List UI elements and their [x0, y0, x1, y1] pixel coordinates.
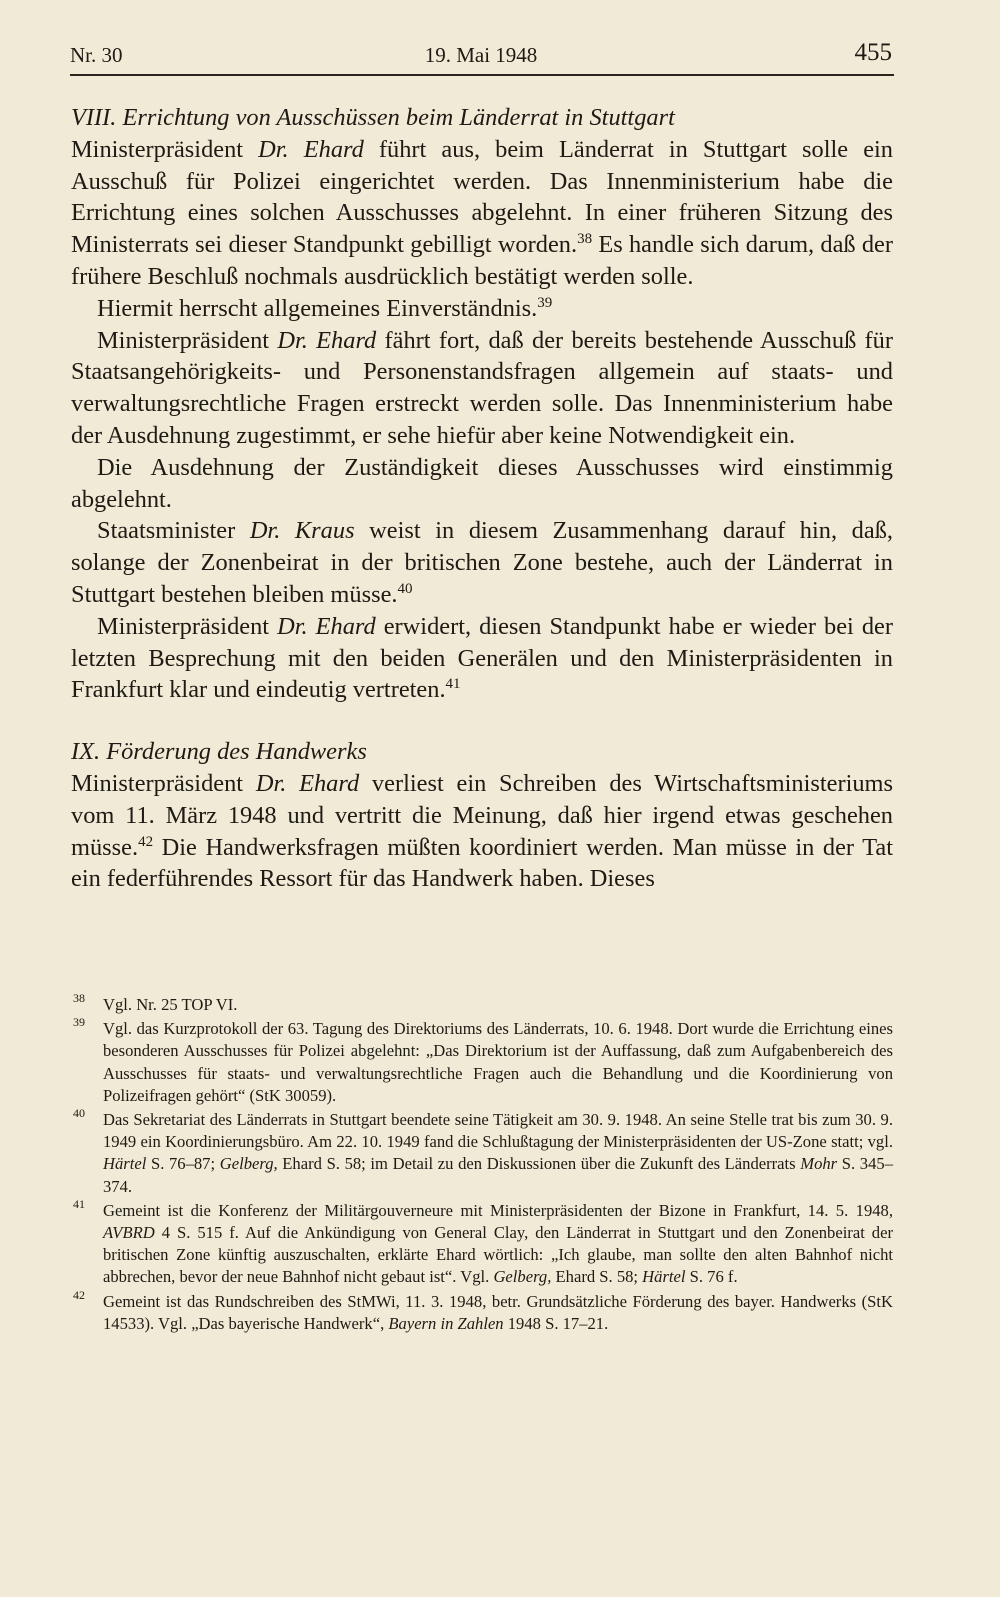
footnote-40: 40 Das Sekretariat des Länderrats in Stuttgart beendete seine Tätigkeit am 30. 9. 1948. An seine Stelle trat bis zum 30. 9. 1949 ein Koordinierungsbüro. Am 22. 10. 1949 fand die Schlußtagung der Ministerpräsidenten der US-Zone statt; vgl. Härtel S. 76–87; Gelberg, Ehard S. 58; im Detail zu den Diskussionen über die Zukunft des Länderrats Mohr S. 345–374. — [73, 1106, 893, 1196]
footnote-number: 39 — [73, 1015, 85, 1030]
footnote-number: 42 — [73, 1287, 85, 1302]
footnote-number: 38 — [73, 991, 85, 1005]
person-name: Dr. Ehard — [277, 326, 377, 354]
footnote-39: 39 Vgl. das Kurzprotokoll der 63. Tagung des Direktoriums des Länderrats, 10. 6. 1948. Dort wurde die Errichtung eines besonderen Ausschusses für Polizei abgelehnt: „Das Direktorium ist der Auffassung, daß zum Aufgabenbereich des Ausschusses für staats- und verwaltungsrechtliche Fragen auch die Behandlung und die Koordinierung von Polizeifragen gehört“ (StK 30059). — [73, 1015, 893, 1105]
paragraph: Ministerpräsident Dr. Ehard verliest ein Schreiben des Wirtschaftsministeriums vom 11. März 1948 und vertritt die Meinung, daß hier irgend etwas geschehen müsse.$^{42}$ Die Handwerksfragen müßten koordiniert werden. Man müsse in der Tat ein federführendes Ressort für das Handwerk haben. Dieses — [71, 769, 894, 893]
footnote-ref[interactable]: 41 — [445, 676, 461, 693]
section-heading-viii: VIII. Errichtung von Ausschüssen beim Länderrat in Stuttgart — [71, 104, 675, 131]
footnote-ref[interactable]: 38 — [577, 231, 593, 248]
footnote-ref[interactable]: 42 — [138, 833, 154, 850]
person-name: Dr. Ehard — [277, 612, 376, 640]
document-number: Nr. 30 — [70, 43, 123, 67]
page-number: 455 — [854, 39, 892, 66]
footnotes — [71, 991, 893, 1337]
main-text — [71, 102, 893, 895]
paragraph: Hiermit herrscht allgemeines Einverständnis.$^{39}$ — [97, 294, 553, 322]
footnote-38: 38 Vgl. Nr. 25 TOP VI. — [73, 991, 238, 1014]
footnote-ref[interactable]: 39 — [537, 294, 553, 311]
paragraph: Ministerpräsident Dr. Ehard fährt fort, daß der bereits bestehende Ausschuß für Staatsangehörigkeits- und Personenstandsfragen allgemein auf staats- und verwaltungsrechtliche Fragen erstreckt werden solle. Das Innenministerium habe der Ausdehnung zugestimmt, er sehe hiefür aber keine Notwendigkeit ein. — [71, 326, 893, 449]
footnote-ref[interactable]: 40 — [397, 580, 413, 597]
paragraph: Ministerpräsident Dr. Ehard führt aus, beim Länderrat in Stuttgart solle ein Ausschuß für Polizei eingerichtet werden. Das Innenministerium habe die Errichtung eines solchen Ausschusses abgelehnt. In einer früheren Sitzung des Ministerrats sei dieser Standpunkt gebilligt worden.$^{38}$ Es handle sich darum, daß der frühere Beschluß nochmals ausdrücklich bestätigt werden solle. — [71, 135, 893, 290]
footnote-41: 41 Gemeint ist die Konferenz der Militärgouverneure mit Ministerpräsidenten der Bizone in Frankfurt, 14. 5. 1948, AVBRD 4 S. 515 f. Auf die Ankündigung von General Clay, den Länderrat in Stuttgart und den Zonenbeirat der britischen Zone künftig auszuschalten, erklärte Ehard wörtlich: „Ich glaube, man sollte den alten Bahnhof nicht abbrechen, bevor der neue Bahnhof nicht gebaut ist“. Vgl. Gelberg, Ehard S. 58; Härtel S. 76 f. — [73, 1196, 893, 1287]
section-heading-ix: IX. Förderung des Handwerks — [71, 738, 367, 766]
footnote-number: 40 — [73, 1106, 85, 1121]
running-header — [70, 40, 892, 76]
header-rule — [70, 74, 894, 76]
person-name: Dr. Kraus — [249, 517, 355, 545]
paragraph: Ministerpräsident Dr. Ehard erwidert, diesen Standpunkt habe er wieder bei der letzten Besprechung mit den beiden Generälen und den Ministerpräsidenten in Frankfurt klar und eindeutig vertreten.$^{41}$ — [71, 612, 894, 704]
footnote-number: 41 — [73, 1196, 85, 1211]
paragraph: Staatsminister Dr. Kraus weist in diesem Zusammenhang darauf hin, daß, solange der Zonenbeirat in der britischen Zone bestehe, auch der Länderrat in Stuttgart bestehen bleiben müsse.$^{40}$ — [71, 517, 893, 608]
person-name: Dr. Ehard — [255, 769, 360, 797]
footnote-42: 42 Gemeint ist das Rundschreiben des StMWi, 11. 3. 1948, betr. Grundsätzliche Förderung des bayer. Handwerks (StK 14533). Vgl. „Das bayerische Handwerk“, Bayern in Zahlen 1948 S. 17–21. — [73, 1287, 893, 1333]
meeting-date: 19. Mai 1948 — [424, 43, 538, 67]
person-name: Dr. Ehard — [258, 135, 364, 163]
paragraph: Die Ausdehnung der Zuständigkeit dieses Ausschusses wird einstimmig abgelehnt. — [71, 453, 893, 513]
